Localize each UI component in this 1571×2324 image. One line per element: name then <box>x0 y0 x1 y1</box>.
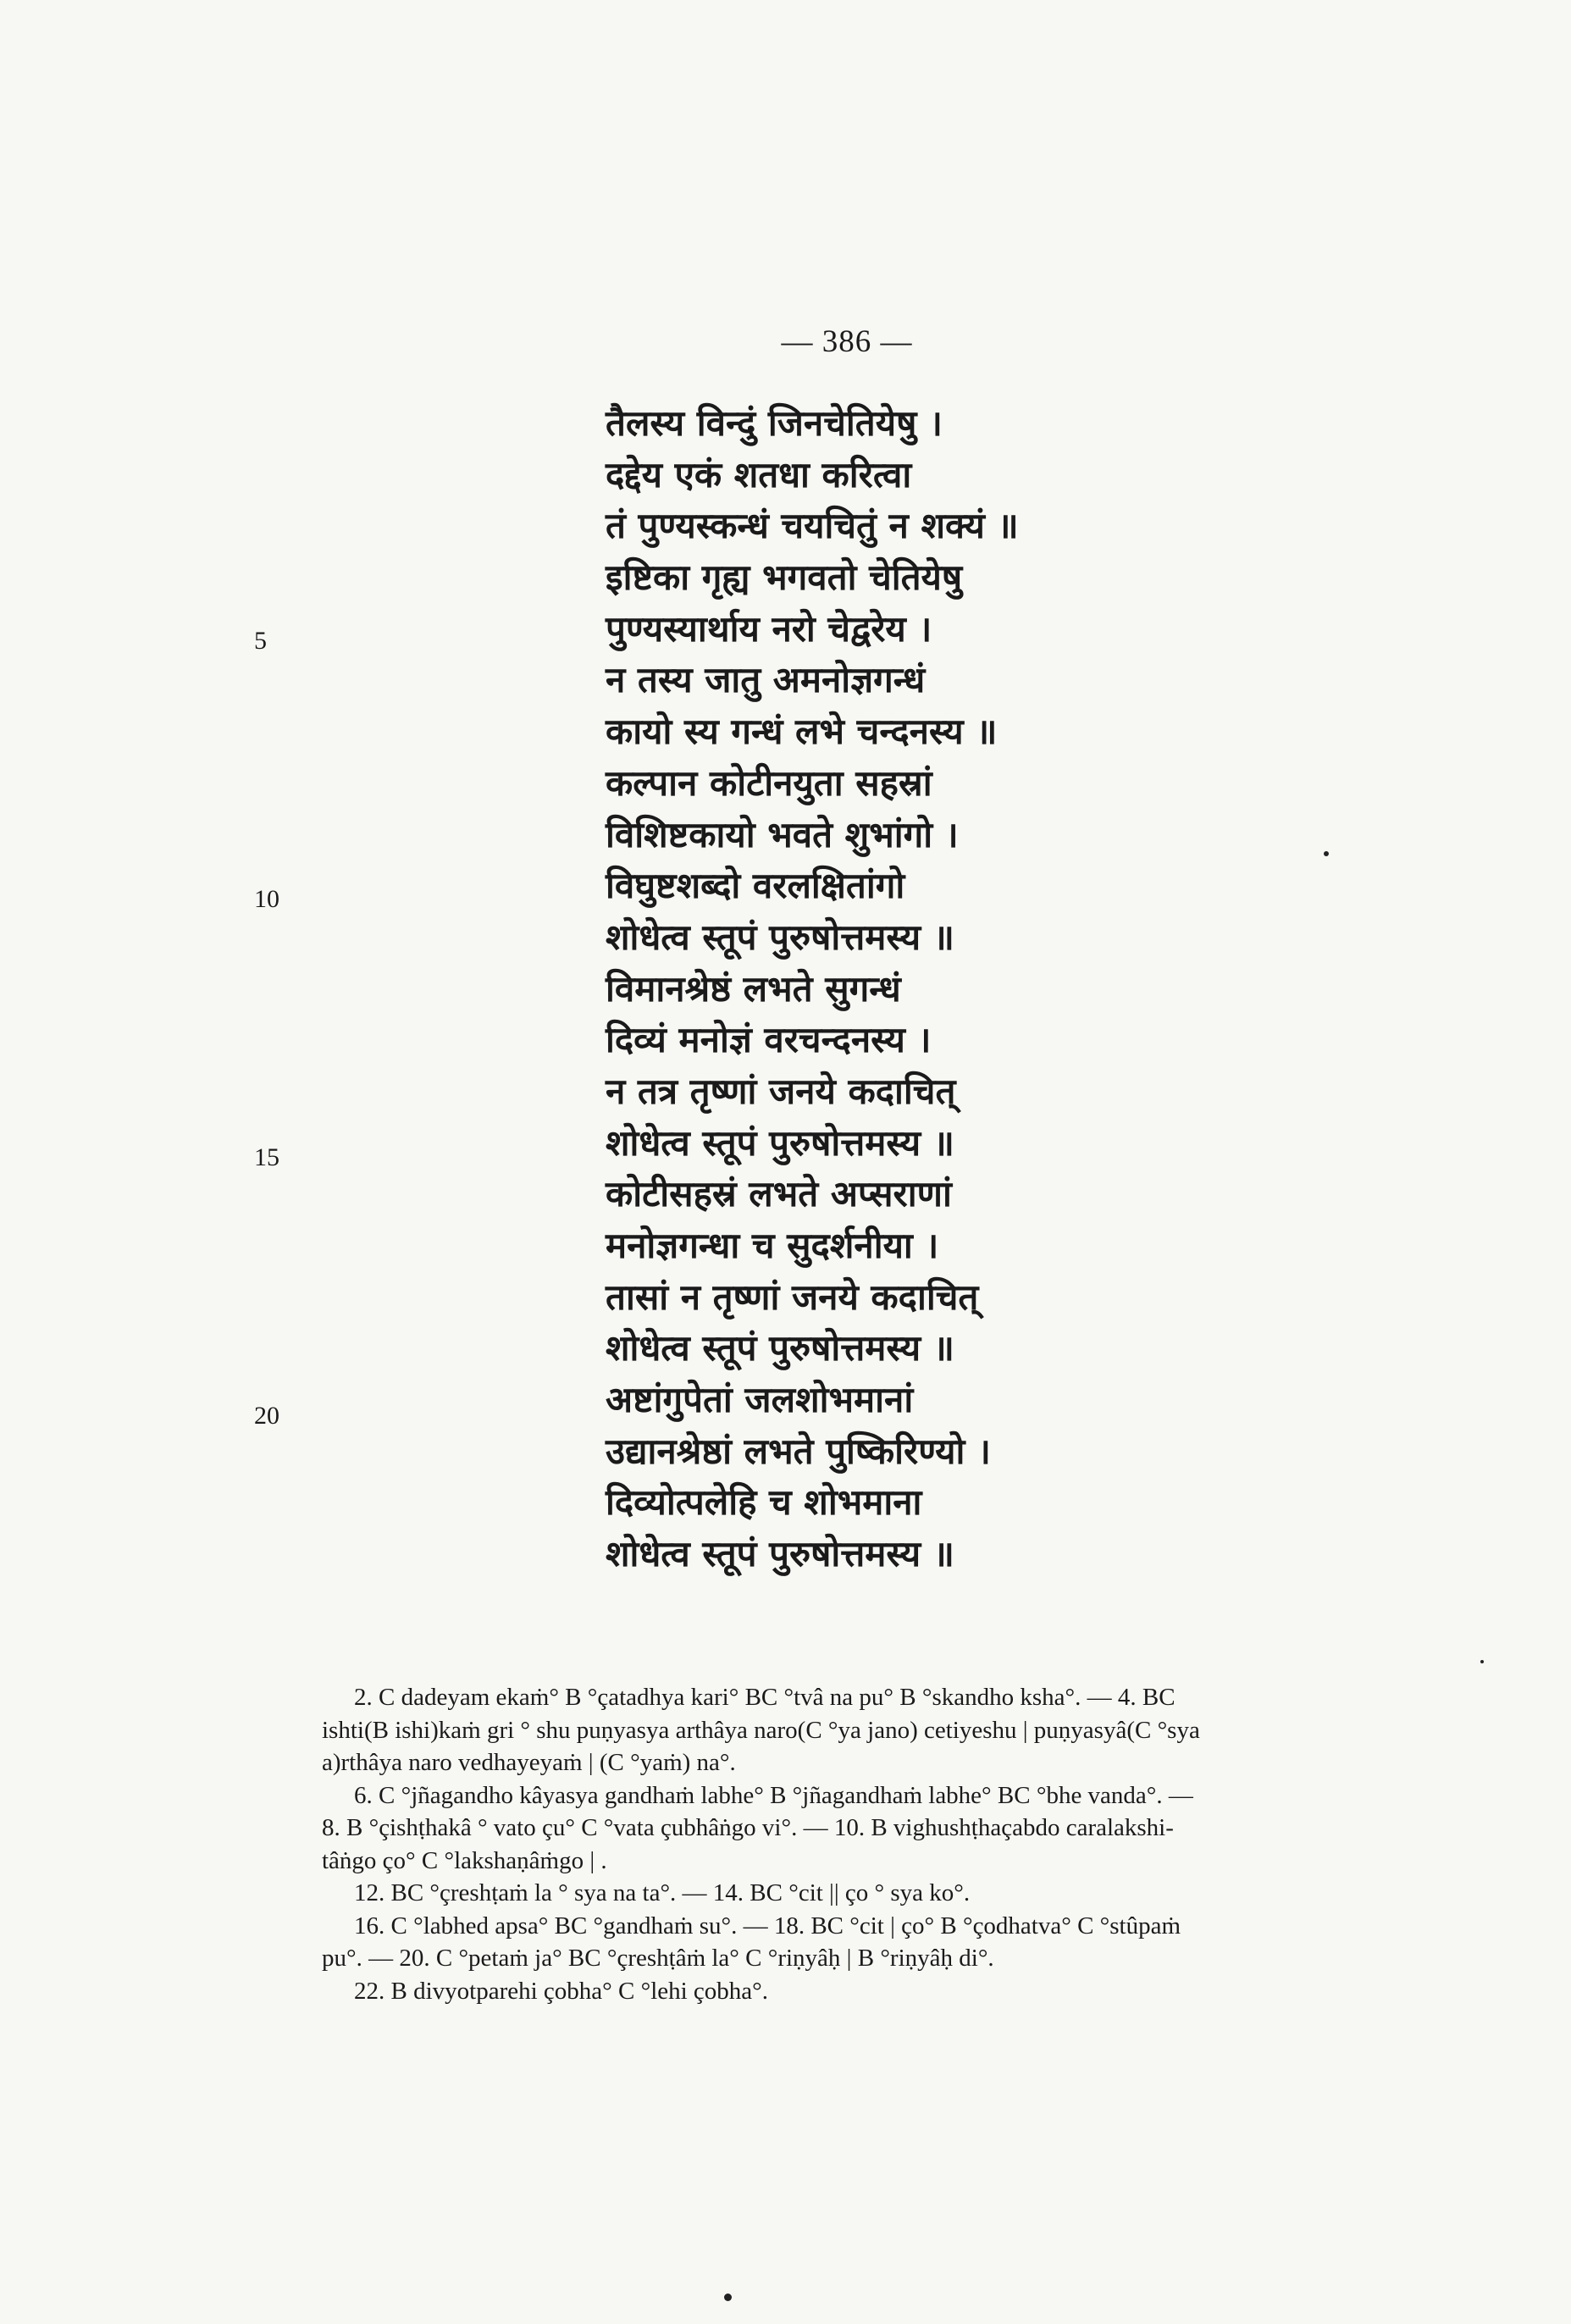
verse-line: विमानश्रेष्ठं लभते सुगन्धं <box>606 967 901 1010</box>
line-number: 10 <box>254 885 279 913</box>
verse-line: कोटीसहस्रं लभते अप्सराणां <box>606 1173 952 1215</box>
verse-line: शोधेत्व स्तूपं पुरुषोत्तमस्य ॥ <box>606 916 954 958</box>
footnote-line: a)rthâya naro vedhayeyaṁ | (C °yaṁ) na°. <box>322 1749 736 1776</box>
verse-block <box>606 398 1198 1580</box>
verse-line: विशिष्टकायो भवते शुभांगो । <box>606 813 959 855</box>
verse-line: उद्यानश्रेष्ठां लभते पुष्किरिण्यो । <box>606 1430 991 1472</box>
line-number: 15 <box>254 1143 279 1171</box>
footnote-line: 12. BC °çreshṭaṁ la ° sya na ta°. — 14. BC °cit || ço ° sya ko°. <box>354 1879 971 1906</box>
footnote-line: 8. B °çishṭhakâ ° vato çu° C °vata çubhâṅgo vi°. — 10. B vighushṭhaçabdo caralakshi- <box>322 1814 1174 1841</box>
verse-line: शोधेत्व स्तूपं पुरुषोत्तमस्य ॥ <box>606 1327 954 1370</box>
footnote-line: 16. C °labhed apsa° BC °gandhaṁ su°. — 18. BC °cit | ço° B °çodhatva° C °stûpaṁ <box>354 1912 1181 1939</box>
verse-line: पुण्यस्यार्थाय नरो चेद्वरेय । <box>606 607 932 650</box>
ink-speck <box>724 2294 732 2301</box>
verse-line: कायो स्य गन्धं लभे चन्दनस्य ॥ <box>606 711 998 753</box>
verse-line: इष्टिका गृह्य भगवतो चेतियेषु <box>606 556 963 599</box>
footnote-line: tâṅgo ço° C °lakshaṇâṁgo | . <box>322 1846 607 1874</box>
line-number: 5 <box>254 627 267 655</box>
footnotes <box>322 1681 1397 2007</box>
verse-line: दिव्यं मनोज्ञं वरचन्दनस्य । <box>606 1019 932 1061</box>
verse-line: शोधेत्व स्तूपं पुरुषोत्तमस्य ॥ <box>606 1533 954 1575</box>
page-number: — 386 — <box>781 324 913 359</box>
footnote-line: 6. C °jñagandho kâyasya gandhaṁ labhe° B °jñagandhaṁ labhe° BC °bhe vanda°. — <box>354 1781 1193 1809</box>
footnote-line: 2. C dadeyam ekaṁ° B °çatadhya kari° BC °tvâ na pu° B °skandho ksha°. — 4. BC <box>354 1684 1175 1711</box>
footnote-line: ishti(B ishi)kaṁ gri ° shu puṇyasya arthâya naro(C °ya jano) cetiyeshu | puṇyasyâ(C °sya <box>322 1716 1200 1744</box>
verse-line: न तस्य जातु अमनोज्ञगन्धं <box>606 659 926 701</box>
ink-speck <box>1324 851 1329 856</box>
verse-line: तैलस्य विन्दुं जिनचेतियेषु । <box>606 402 943 444</box>
verse-line: शोधेत्व स्तूपं पुरुषोत्तमस्य ॥ <box>606 1121 954 1164</box>
verse-line: कल्पान कोटीनयुता सहस्रां <box>606 761 932 804</box>
verse-line: तं पुण्यस्कन्धं चयचितुं न शक्यं ॥ <box>606 505 1019 547</box>
line-number: 20 <box>254 1402 279 1430</box>
footnote-line: pu°. — 20. C °petaṁ ja° BC °çreshṭâṁ la° C °riṇyâḥ | B °riṇyâḥ di°. <box>322 1945 994 1972</box>
footnote-line: 22. B divyotparehi çobha° C °lehi çobha°. <box>354 1977 769 2005</box>
verse-line: दिव्योत्पलेहि च शोभमाना <box>606 1481 922 1524</box>
verse-line: मनोज्ञगन्धा च सुदर्शनीया । <box>606 1225 939 1266</box>
ink-speck <box>1480 1660 1484 1663</box>
verse-line: अष्टांगुपेतां जलशोभमानां <box>606 1379 914 1421</box>
verse-line: तासां न तृष्णां जनये कदाचित् <box>606 1275 979 1318</box>
verse-line: विघुष्टशब्दो वरलक्षितांगो <box>606 865 905 907</box>
verse-line: दद्देय एकं शतधा करित्वा <box>606 453 912 495</box>
verse-line: न तत्र तृष्णां जनये कदाचित् <box>606 1070 956 1112</box>
